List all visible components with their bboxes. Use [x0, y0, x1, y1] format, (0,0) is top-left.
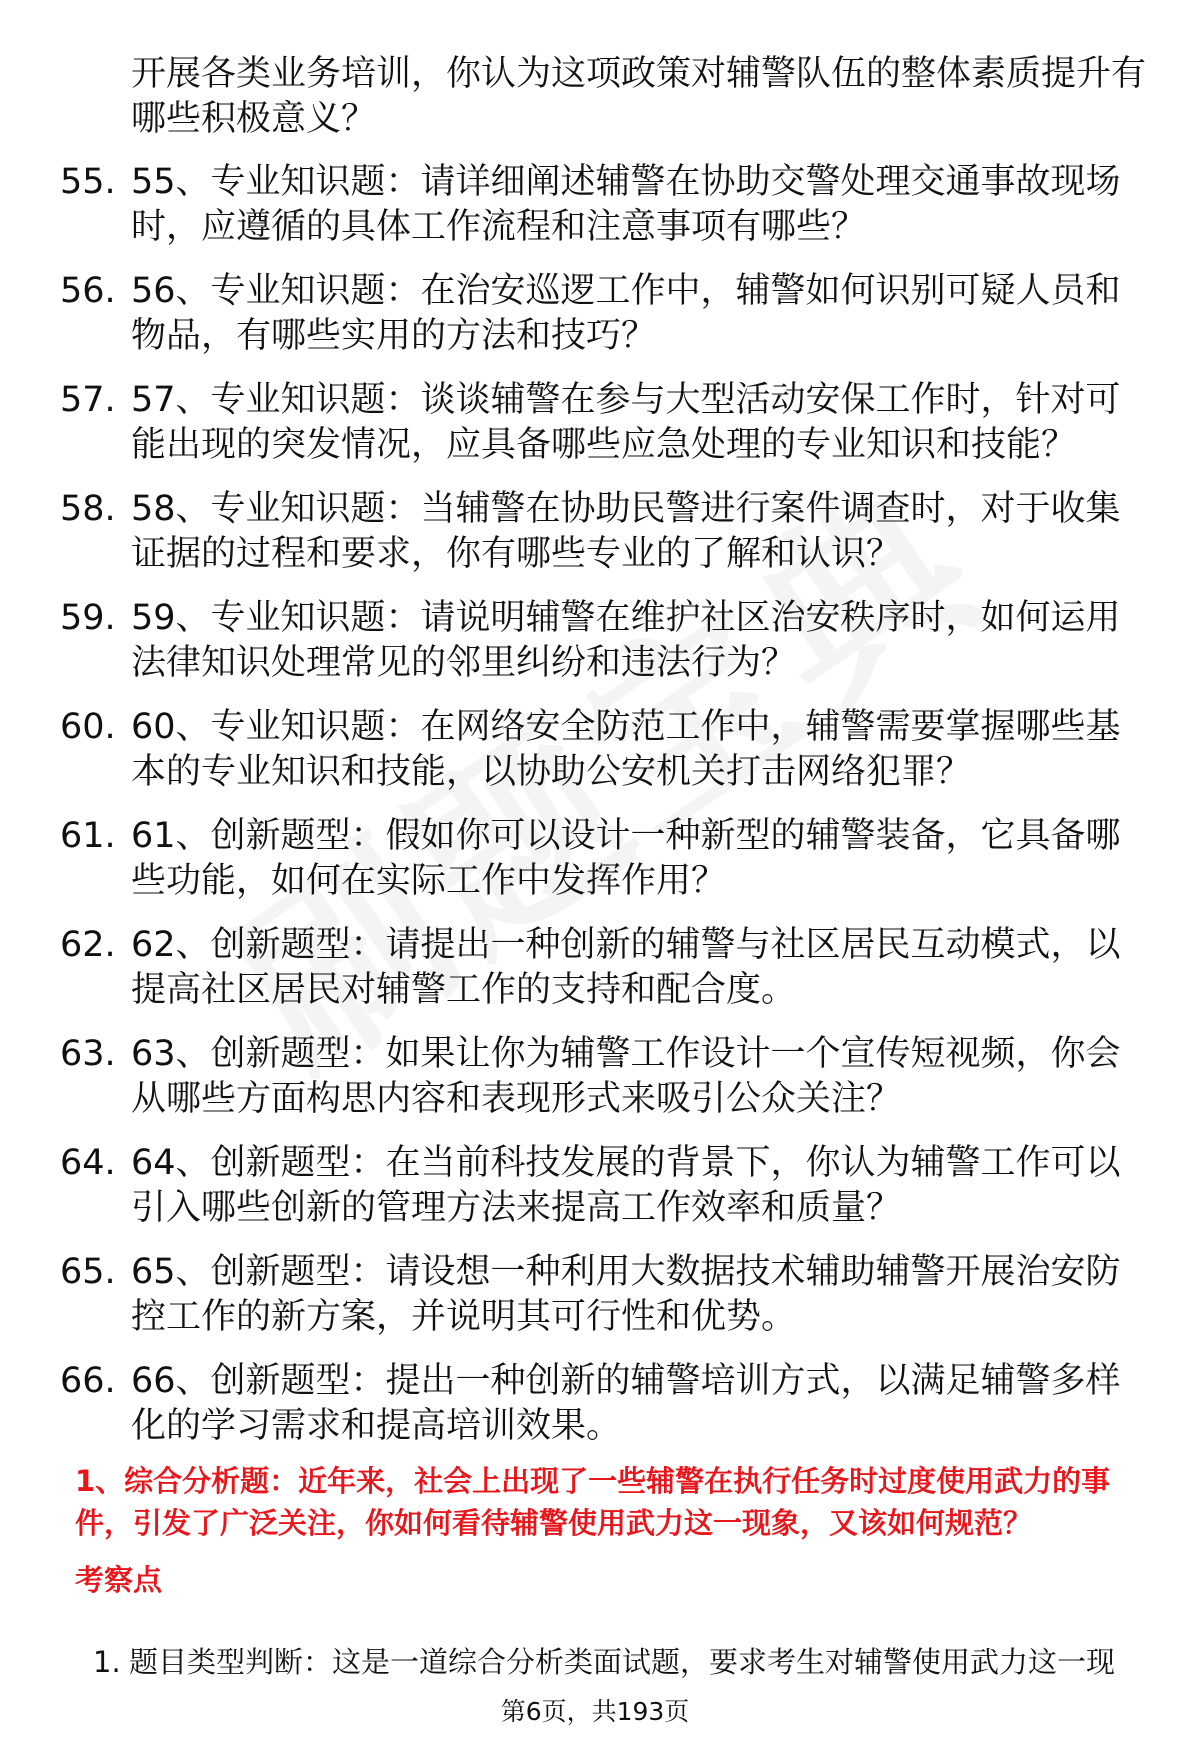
- question-item: [60, 596, 1160, 705]
- question-number: 65.: [60, 1252, 116, 1292]
- question-text: 60、专业知识题：在网络安全防范工作中，辅警需要掌握哪些基本的专业知识和技能，以协助公安机关打击网络犯罪？: [131, 707, 1121, 792]
- question-item: [60, 487, 1160, 596]
- question-text: 61、创新题型：假如你可以设计一种新型的辅警装备，它具备哪些功能，如何在实际工作中发挥作用？: [131, 816, 1121, 901]
- question-number: 55.: [60, 162, 116, 202]
- question-item: [60, 1359, 1160, 1468]
- question-number: 66.: [60, 1361, 116, 1401]
- question-number: 58.: [60, 489, 116, 529]
- analysis-number: 1.: [93, 1645, 121, 1679]
- question-number: 63.: [60, 1034, 116, 1074]
- question-text: 64、创新题型：在当前科技发展的背景下，你认为辅警工作可以引入哪些创新的管理方法来提高工作效率和质量？: [131, 1143, 1121, 1228]
- question-item: [60, 1032, 1160, 1141]
- question-number: 62.: [60, 925, 116, 965]
- page-footer: 第6页，共193页: [500, 1697, 690, 1726]
- question-text: 55、专业知识题：请详细阐述辅警在协助交警处理交通事故现场时，应遵循的具体工作流程和注意事项有哪些？: [131, 162, 1121, 247]
- question-number: 57.: [60, 380, 116, 420]
- continuation-paragraph: 开展各类业务培训，你认为这项政策对辅警队伍的整体素质提升有哪些积极意义？: [131, 54, 1147, 139]
- question-text: 63、创新题型：如果让你为辅警工作设计一个宣传短视频，你会从哪些方面构思内容和表现形式来吸引公众关注？: [131, 1034, 1121, 1119]
- question-item: [60, 1141, 1160, 1250]
- highlight-question: 1、综合分析题：近年来，社会上出现了一些辅警在执行任务时过度使用武力的事件，引发了广泛关注，你如何看待辅警使用武力这一现象，又该如何规范？: [75, 1464, 1111, 1540]
- question-number: 61.: [60, 816, 116, 856]
- question-text: 66、创新题型：提出一种创新的辅警培训方式，以满足辅警多样化的学习需求和提高培训效果。: [131, 1361, 1121, 1446]
- question-text: 56、专业知识题：在治安巡逻工作中，辅警如何识别可疑人员和物品，有哪些实用的方法和技巧？: [131, 271, 1121, 356]
- question-item: [60, 705, 1160, 814]
- question-item: [60, 1250, 1160, 1359]
- question-number: 60.: [60, 707, 116, 747]
- question-number: 64.: [60, 1143, 116, 1183]
- question-item: [60, 269, 1160, 378]
- question-text: 57、专业知识题：谈谈辅警在参与大型活动安保工作时，针对可能出现的突发情况，应具备哪些应急处理的专业知识和技能？: [131, 380, 1121, 465]
- analysis-text: 题目类型判断：这是一道综合分析类面试题，要求考生对辅警使用武力这一现: [129, 1645, 1116, 1679]
- question-text: 65、创新题型：请设想一种利用大数据技术辅助辅警开展治安防控工作的新方案，并说明其可行性和优势。: [131, 1252, 1121, 1337]
- question-text: 59、专业知识题：请说明辅警在维护社区治安秩序时，如何运用法律知识处理常见的邻里纠纷和违法行为？: [131, 598, 1121, 683]
- question-item: [60, 160, 1160, 269]
- section-heading: 考察点: [75, 1563, 163, 1597]
- analysis-item: [93, 1642, 1163, 1682]
- question-text: 62、创新题型：请提出一种创新的辅警与社区居民互动模式，以提高社区居民对辅警工作的支持和配合度。: [131, 925, 1121, 1010]
- question-item: [60, 378, 1160, 487]
- question-text: 58、专业知识题：当辅警在协助民警进行案件调查时，对于收集证据的过程和要求，你有哪些专业的了解和认识？: [131, 489, 1121, 574]
- question-item: [60, 923, 1160, 1032]
- question-list: [60, 160, 1160, 1468]
- question-item: [60, 814, 1160, 923]
- question-number: 59.: [60, 598, 116, 638]
- question-number: 56.: [60, 271, 116, 311]
